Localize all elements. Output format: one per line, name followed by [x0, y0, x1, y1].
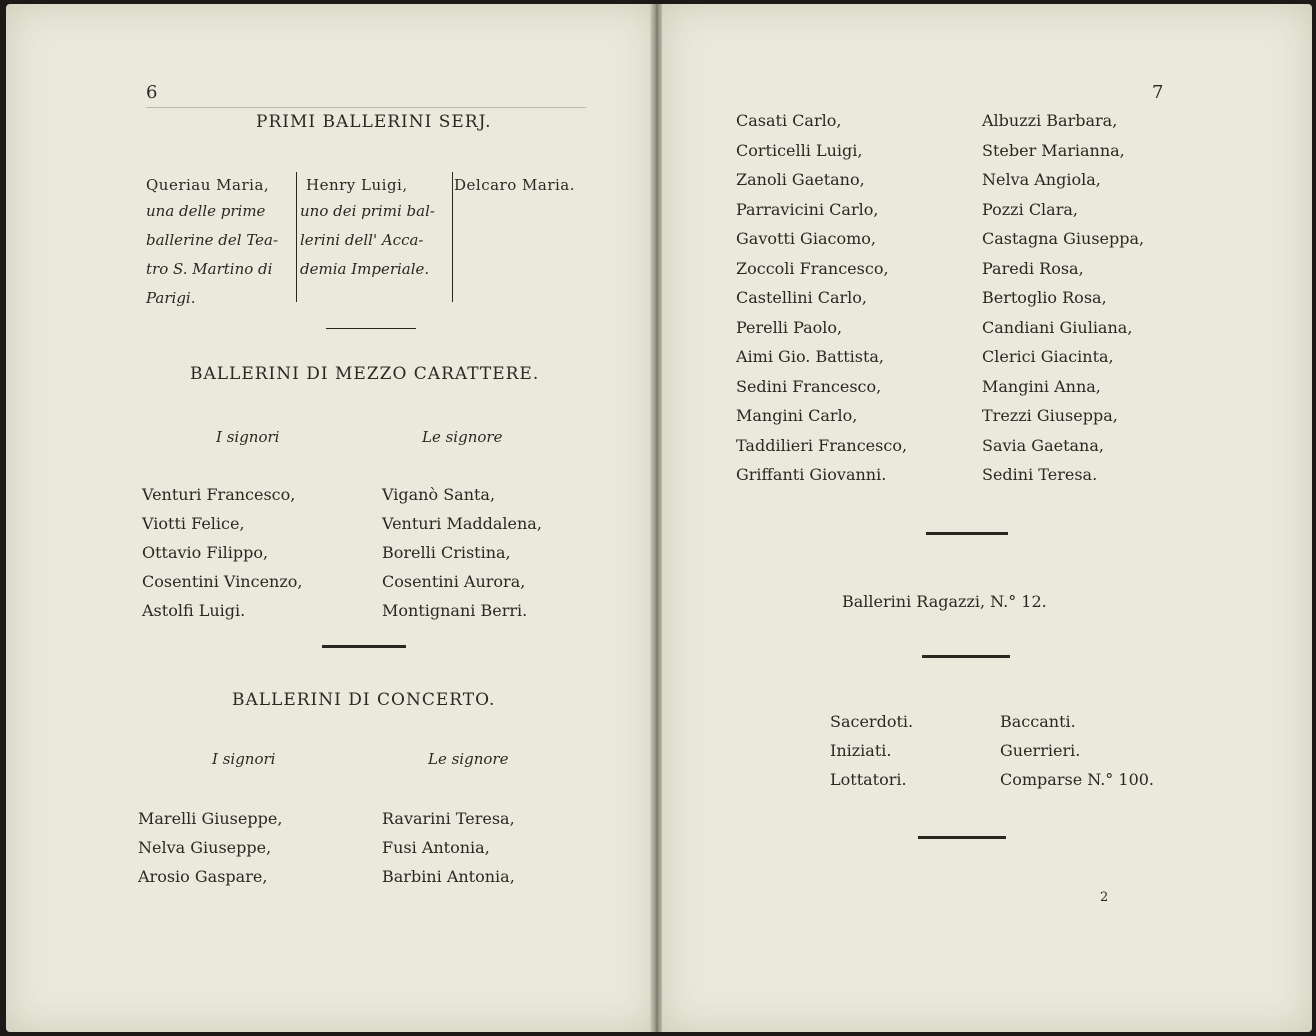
list-item: Arosio Gaspare,: [138, 867, 268, 886]
list-item: Cosentini Aurora,: [382, 572, 526, 591]
mezzo-signori-list: [142, 480, 303, 625]
signori-label: I signori: [212, 750, 276, 768]
primi-col2-desc: [300, 197, 435, 284]
list-item: Fusi Antonia,: [382, 838, 490, 857]
list-item: Venturi Francesco,: [142, 485, 296, 504]
right-signore-list: [982, 106, 1144, 490]
primi-col3-name: Delcaro Maria.: [454, 176, 575, 194]
list-item: Castagna Giuseppa,: [982, 229, 1145, 248]
signore-label: Le signore: [428, 750, 509, 768]
primi-col1-line: una delle prime: [146, 202, 266, 220]
section-rule: [918, 836, 1006, 839]
signore-label: Le signore: [422, 428, 503, 446]
primi-col2-line: lerini dell' Acca-: [300, 231, 424, 249]
list-item: Candiani Giuliana,: [982, 317, 1133, 337]
list-item: Albuzzi Barbara,: [982, 111, 1118, 130]
list-item: Taddilieri Francesco,: [736, 435, 908, 455]
list-item: Clerici Giacinta,: [982, 347, 1114, 366]
primi-ballerini-heading: PRIMI BALLERINI SERJ.: [256, 112, 492, 132]
list-item: Paredi Rosa,: [982, 258, 1084, 278]
primi-col2-line: demia Imperiale.: [300, 260, 430, 278]
column-divider: [452, 172, 453, 302]
list-item: Savia Gaetana,: [982, 435, 1104, 455]
mezzo-signore-list: [382, 480, 542, 625]
list-item: Zoccoli Francesco,: [736, 258, 889, 278]
list-item: Lottatori.: [830, 770, 907, 789]
signature-mark: 2: [1100, 890, 1109, 905]
primi-col1-desc: [146, 197, 278, 313]
list-item: Cosentini Vincenzo,: [142, 572, 303, 591]
list-item: Aimi Gio. Battista,: [736, 347, 885, 366]
concerto-signore-list: [382, 804, 515, 891]
primi-col2-line: uno dei primi bal-: [300, 202, 435, 220]
concerto-signori-list: [138, 804, 282, 891]
list-item: Gavotti Giacomo,: [736, 229, 876, 248]
list-item: Steber Marianna,: [982, 140, 1125, 160]
list-item: Baccanti.: [1000, 712, 1076, 731]
list-item: Borelli Cristina,: [382, 543, 511, 562]
list-item: Casati Carlo,: [736, 111, 842, 130]
left-page: [6, 4, 656, 1032]
right-signori-list: [736, 106, 907, 490]
list-item: Perelli Paolo,: [736, 317, 843, 337]
list-item: Ottavio Filippo,: [142, 543, 269, 562]
list-item: Griffanti Giovanni.: [736, 465, 887, 484]
ornament-rule: [326, 328, 416, 329]
list-item: Guerrieri.: [1000, 741, 1081, 760]
list-item: Castellini Carlo,: [736, 288, 868, 307]
section-rule: [926, 532, 1008, 535]
list-item: Comparse N.° 100.: [1000, 770, 1155, 789]
list-item: Ravarini Teresa,: [382, 809, 515, 828]
list-item: Corticelli Luigi,: [736, 140, 863, 160]
right-page: [662, 4, 1312, 1032]
list-item: Sedini Teresa.: [982, 465, 1098, 484]
list-item: Marelli Giuseppe,: [138, 809, 283, 828]
list-item: Mangini Carlo,: [736, 406, 858, 425]
list-item: Viganò Santa,: [382, 485, 496, 504]
list-item: Venturi Maddalena,: [382, 514, 542, 533]
list-item: Parravicini Carlo,: [736, 199, 879, 219]
list-item: Nelva Giuseppe,: [138, 838, 272, 857]
list-item: Barbini Antonia,: [382, 867, 515, 886]
extras-left-list: [830, 707, 913, 794]
mezzo-carattere-heading: BALLERINI DI MEZZO CARATTERE.: [190, 364, 540, 384]
list-item: Trezzi Giuseppa,: [982, 406, 1118, 425]
primi-col1-name: Queriau Maria,: [146, 176, 270, 194]
primi-col1-line: ballerine del Tea-: [146, 231, 279, 249]
list-item: Pozzi Clara,: [982, 199, 1078, 219]
header-rule: [146, 107, 586, 108]
section-rule: [922, 655, 1010, 658]
list-item: Sacerdoti.: [830, 712, 914, 731]
list-item: Viotti Felice,: [142, 514, 245, 533]
ragazzi-line: Ballerini Ragazzi, N.° 12.: [842, 592, 1047, 611]
concerto-heading: BALLERINI DI CONCERTO.: [232, 690, 496, 710]
list-item: Nelva Angiola,: [982, 170, 1101, 189]
primi-col2-name: Henry Luigi,: [306, 176, 408, 194]
list-item: Bertoglio Rosa,: [982, 288, 1107, 307]
signori-label: I signori: [216, 428, 280, 446]
list-item: Iniziati.: [830, 741, 892, 760]
primi-col1-line: Parigi.: [146, 289, 196, 307]
list-item: Mangini Anna,: [982, 376, 1101, 396]
section-rule: [322, 645, 406, 648]
extras-right-list: [1000, 707, 1154, 794]
list-item: Astolfi Luigi.: [142, 601, 246, 620]
page-number: 7: [1152, 82, 1164, 103]
list-item: Sedini Francesco,: [736, 376, 882, 396]
column-divider: [296, 172, 297, 302]
list-item: Montignani Berri.: [382, 601, 528, 620]
list-item: Zanoli Gaetano,: [736, 170, 865, 189]
primi-col1-line: tro S. Martino di: [146, 260, 273, 278]
page-number: 6: [146, 82, 158, 103]
